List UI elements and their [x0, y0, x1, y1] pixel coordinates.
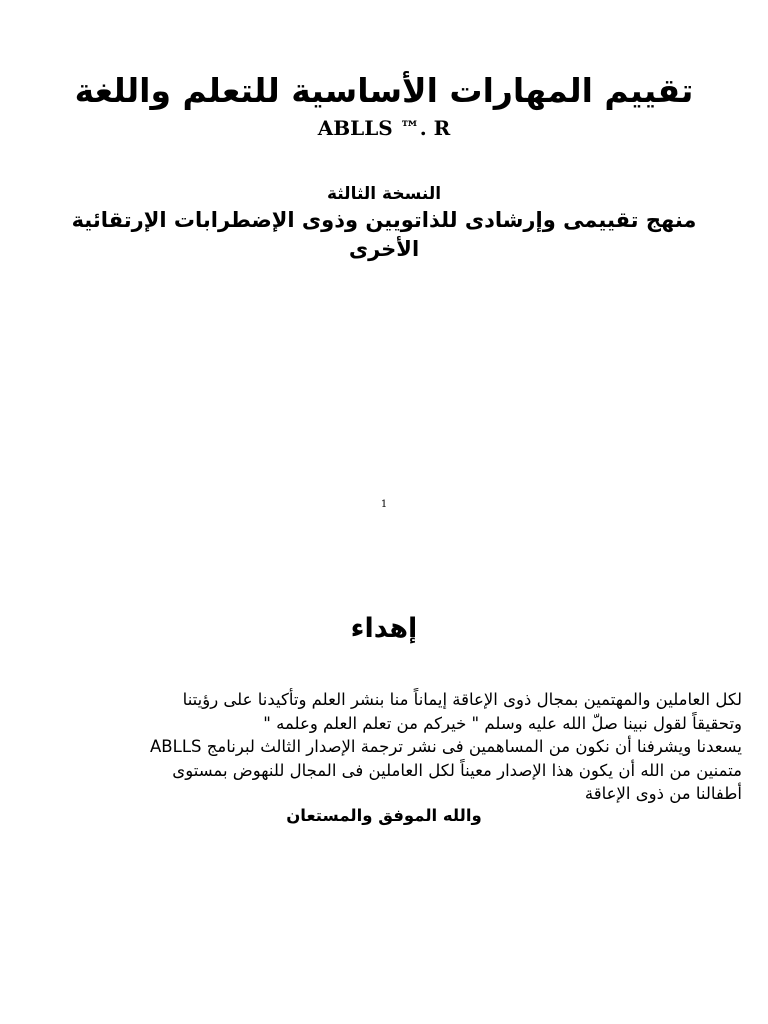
dedication-line: أطفالنا من ذوى الإعاقة	[584, 784, 742, 803]
page-number: 1	[380, 499, 388, 510]
dedication-line: متمنين من الله أن يكون هذا الإصدار معيناً لكل العاملين فى المجال للنهوض بمستوى	[172, 760, 742, 780]
dedication-line: وتحقيقاً لقول نبينا صلّ الله عليه وسلم " خيركم من تعلم العلم وعلمه "	[263, 713, 742, 733]
dedication-body	[50, 688, 742, 806]
edition-label: النسخة الثالثة	[326, 184, 442, 204]
dedication-title: إهداء	[350, 613, 418, 644]
dedication-line: يسعدنا ويشرفنا أن نكون من المساهمين فى نشر ترجمة الإصدار الثالث لبرنامج ABLLS	[150, 737, 742, 756]
subtitle-ablls: ABLLS ™. R	[317, 116, 451, 140]
dedication-line: لكل العاملين والمهتمين بمجال ذوى الإعاقة إيماناً منا بنشر العلم وتأكيدنا على رؤيتنا	[182, 690, 742, 709]
main-title: تقييم المهارات الأساسية للتعلم واللغة	[74, 71, 694, 110]
program-description: منهج تقييمى وإرشادى للذاتويين وذوى الإضطرابات الإرتقائية الأخرى	[71, 208, 697, 261]
dedication-closing: والله الموفق والمستعان	[286, 806, 482, 825]
